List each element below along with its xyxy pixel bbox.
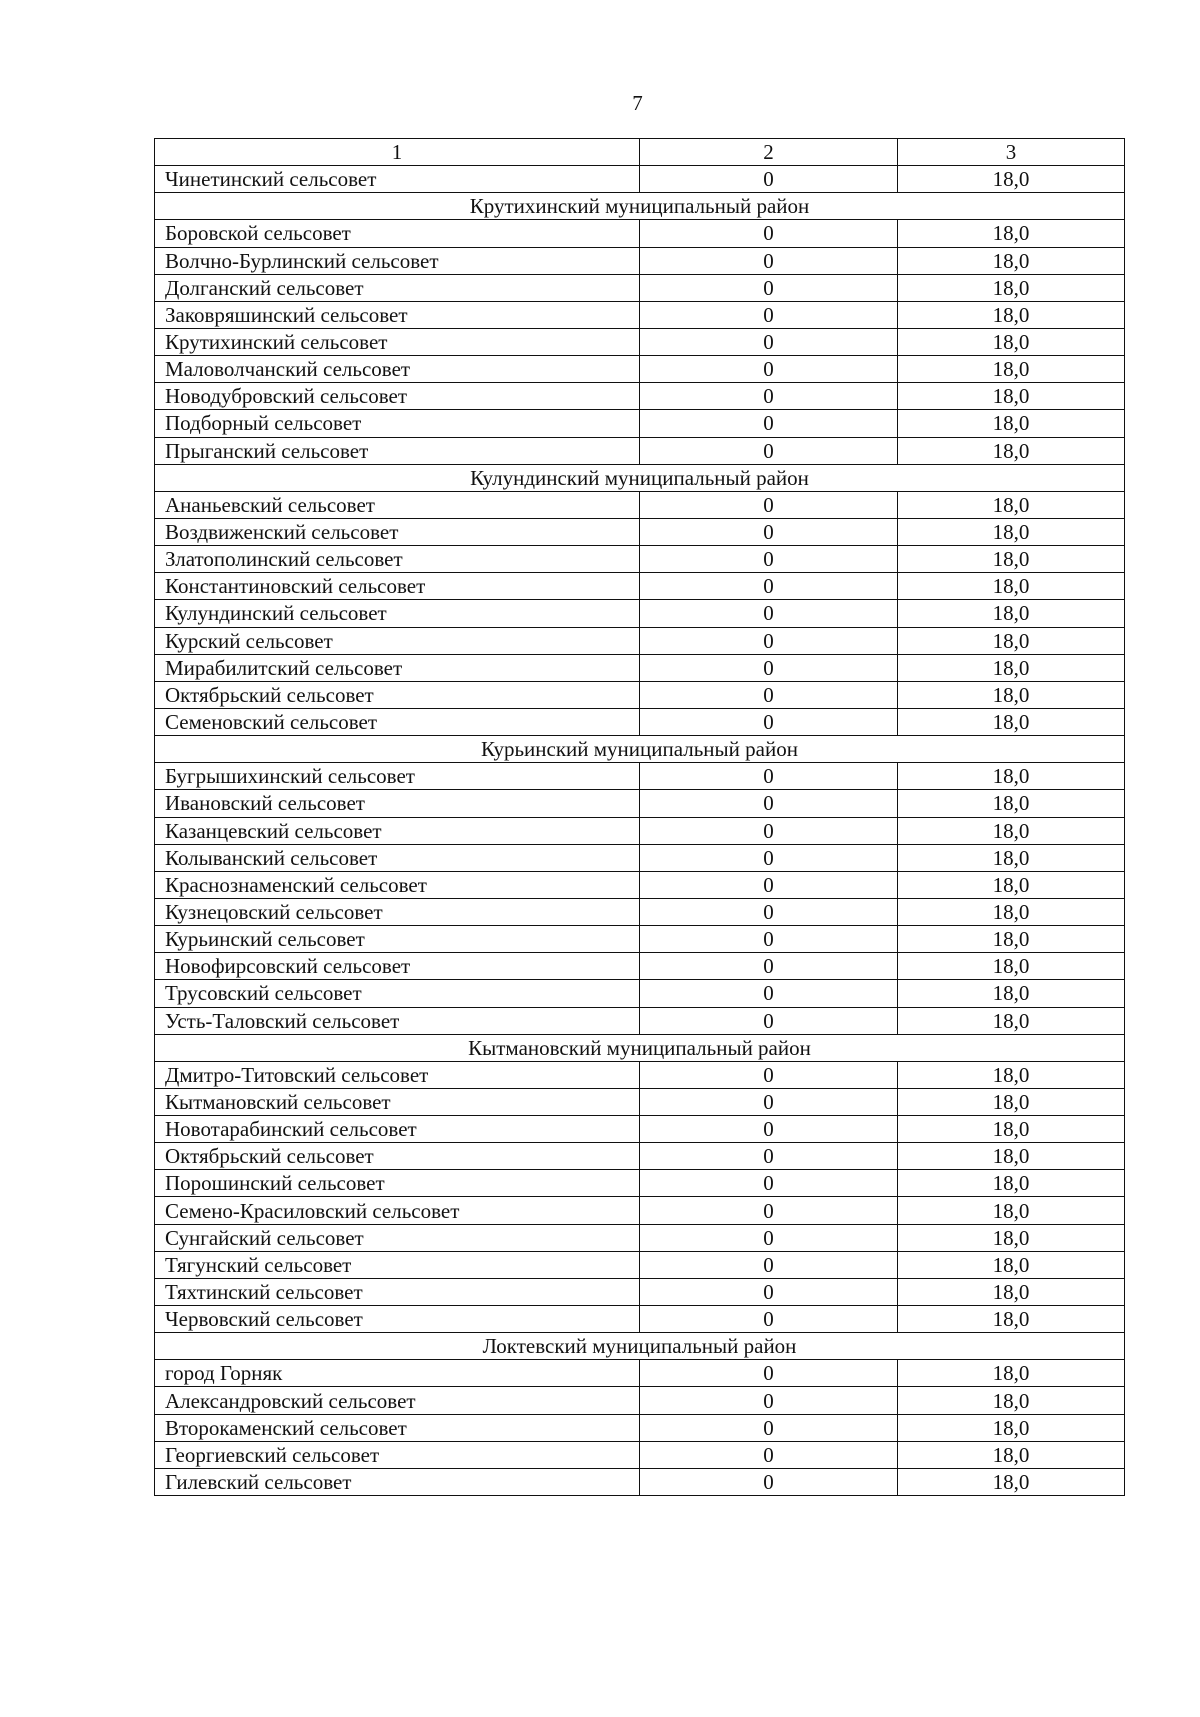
settlement-name: Новотарабинский сельсовет [155,1116,640,1143]
value-col-3: 18,0 [898,491,1125,518]
settlement-name: Чинетинский сельсовет [155,166,640,193]
value-col-2: 0 [640,763,898,790]
settlement-name: Червовский сельсовет [155,1306,640,1333]
settlement-name: Крутихинский сельсовет [155,328,640,355]
district-header-row [155,1034,1125,1061]
table-row [155,654,1125,681]
value-col-2: 0 [640,790,898,817]
settlement-name: Усть-Таловский сельсовет [155,1007,640,1034]
value-col-2: 0 [640,953,898,980]
district-title: Локтевский муниципальный район [155,1333,1125,1360]
settlement-name: Новодубровский сельсовет [155,383,640,410]
table-row [155,1441,1125,1468]
value-col-2: 0 [640,1061,898,1088]
value-col-2: 0 [640,1143,898,1170]
value-col-2: 0 [640,1007,898,1034]
table-row [155,1197,1125,1224]
settlement-name: Подборный сельсовет [155,410,640,437]
table-row [155,328,1125,355]
value-col-2: 0 [640,247,898,274]
settlement-name: Боровской сельсовет [155,220,640,247]
settlement-name: Мирабилитский сельсовет [155,654,640,681]
settlement-name: Георгиевский сельсовет [155,1441,640,1468]
settlement-name: Дмитро-Титовский сельсовет [155,1061,640,1088]
value-col-2: 0 [640,817,898,844]
table-row [155,898,1125,925]
table-row [155,1143,1125,1170]
table-row [155,546,1125,573]
value-col-3: 18,0 [898,1360,1125,1387]
value-col-2: 0 [640,1224,898,1251]
value-col-3: 18,0 [898,1197,1125,1224]
district-title: Курьинский муниципальный район [155,736,1125,763]
value-col-2: 0 [640,1468,898,1495]
value-col-2: 0 [640,708,898,735]
value-col-2: 0 [640,274,898,301]
value-col-2: 0 [640,328,898,355]
settlement-name: Тяхтинский сельсовет [155,1278,640,1305]
settlement-name: Октябрьский сельсовет [155,1143,640,1170]
settlement-name: Ананьевский сельсовет [155,491,640,518]
value-col-3: 18,0 [898,1468,1125,1495]
value-col-2: 0 [640,1088,898,1115]
value-col-3: 18,0 [898,1306,1125,1333]
value-col-2: 0 [640,491,898,518]
district-header-row [155,464,1125,491]
table-row [155,1224,1125,1251]
settlement-name: Семеновский сельсовет [155,708,640,735]
value-col-2: 0 [640,681,898,708]
settlement-name: Кытмановский сельсовет [155,1088,640,1115]
value-col-2: 0 [640,844,898,871]
value-col-3: 18,0 [898,627,1125,654]
settlement-name: Второкаменский сельсовет [155,1414,640,1441]
value-col-3: 18,0 [898,383,1125,410]
value-col-2: 0 [640,600,898,627]
value-col-2: 0 [640,166,898,193]
table-row [155,1306,1125,1333]
settlement-name: Курский сельсовет [155,627,640,654]
table-header-row [155,139,1125,166]
settlement-name: Семено-Красиловский сельсовет [155,1197,640,1224]
settlement-name: Маловолчанский сельсовет [155,356,640,383]
value-col-2: 0 [640,926,898,953]
table-row [155,1007,1125,1034]
table-row [155,953,1125,980]
value-col-3: 18,0 [898,1061,1125,1088]
value-col-2: 0 [640,980,898,1007]
value-col-3: 18,0 [898,1170,1125,1197]
settlement-name: Златополинский сельсовет [155,546,640,573]
value-col-3: 18,0 [898,247,1125,274]
value-col-2: 0 [640,1170,898,1197]
value-col-2: 0 [640,1360,898,1387]
value-col-2: 0 [640,1387,898,1414]
table-row [155,980,1125,1007]
value-col-2: 0 [640,654,898,681]
value-col-3: 18,0 [898,546,1125,573]
value-col-3: 18,0 [898,1278,1125,1305]
settlement-name: Гилевский сельсовет [155,1468,640,1495]
table-row [155,356,1125,383]
table-row [155,1414,1125,1441]
table-row [155,844,1125,871]
header-col-1: 1 [155,139,640,166]
table-row [155,274,1125,301]
value-col-2: 0 [640,573,898,600]
value-col-3: 18,0 [898,166,1125,193]
value-col-3: 18,0 [898,356,1125,383]
settlement-name: Кулундинский сельсовет [155,600,640,627]
table-row [155,1116,1125,1143]
value-col-3: 18,0 [898,763,1125,790]
settlement-name: Волчно-Бурлинский сельсовет [155,247,640,274]
value-col-2: 0 [640,627,898,654]
value-col-2: 0 [640,1197,898,1224]
settlement-name: Воздвиженский сельсовет [155,518,640,545]
table-row [155,708,1125,735]
value-col-3: 18,0 [898,1116,1125,1143]
table-row [155,573,1125,600]
value-col-3: 18,0 [898,1387,1125,1414]
table-row [155,627,1125,654]
value-col-3: 18,0 [898,926,1125,953]
value-col-3: 18,0 [898,1441,1125,1468]
settlement-name: Заковряшинский сельсовет [155,301,640,328]
value-col-3: 18,0 [898,1007,1125,1034]
district-header-row [155,1333,1125,1360]
district-title: Кытмановский муниципальный район [155,1034,1125,1061]
value-col-3: 18,0 [898,871,1125,898]
value-col-3: 18,0 [898,790,1125,817]
table-row [155,1170,1125,1197]
table-row [155,681,1125,708]
table-row [155,491,1125,518]
value-col-2: 0 [640,1441,898,1468]
settlement-name: Курьинский сельсовет [155,926,640,953]
value-col-2: 0 [640,437,898,464]
value-col-3: 18,0 [898,220,1125,247]
table-body [155,139,1125,1496]
settlement-name: Казанцевский сельсовет [155,817,640,844]
table-row [155,301,1125,328]
value-col-2: 0 [640,518,898,545]
table-row [155,871,1125,898]
value-col-3: 18,0 [898,844,1125,871]
settlement-name: Порошинский сельсовет [155,1170,640,1197]
value-col-2: 0 [640,1306,898,1333]
table-row [155,1387,1125,1414]
table-row [155,926,1125,953]
value-col-2: 0 [640,301,898,328]
table-row [155,518,1125,545]
table-row [155,790,1125,817]
settlement-name: Тягунский сельсовет [155,1251,640,1278]
value-col-3: 18,0 [898,437,1125,464]
table-row [155,1360,1125,1387]
district-title: Кулундинский муниципальный район [155,464,1125,491]
settlement-name: Прыганский сельсовет [155,437,640,464]
settlement-name: Константиновский сельсовет [155,573,640,600]
value-col-3: 18,0 [898,1088,1125,1115]
value-col-2: 0 [640,546,898,573]
value-col-2: 0 [640,410,898,437]
value-col-3: 18,0 [898,953,1125,980]
settlement-name: город Горняк [155,1360,640,1387]
value-col-3: 18,0 [898,1251,1125,1278]
value-col-2: 0 [640,220,898,247]
settlement-name: Ивановский сельсовет [155,790,640,817]
value-col-2: 0 [640,1414,898,1441]
settlement-name: Александровский сельсовет [155,1387,640,1414]
table-row [155,600,1125,627]
table-row [155,437,1125,464]
table-row [155,166,1125,193]
table-row [155,383,1125,410]
settlement-name: Сунгайский сельсовет [155,1224,640,1251]
settlement-name: Октябрьский сельсовет [155,681,640,708]
value-col-2: 0 [640,1278,898,1305]
value-col-3: 18,0 [898,274,1125,301]
page-number: 7 [632,91,643,115]
table-row [155,247,1125,274]
value-col-2: 0 [640,898,898,925]
settlement-name: Трусовский сельсовет [155,980,640,1007]
value-col-2: 0 [640,356,898,383]
value-col-3: 18,0 [898,1224,1125,1251]
value-col-3: 18,0 [898,708,1125,735]
header-col-2: 2 [640,139,898,166]
header-col-3: 3 [898,139,1125,166]
value-col-3: 18,0 [898,654,1125,681]
settlement-name: Колыванский сельсовет [155,844,640,871]
value-col-3: 18,0 [898,600,1125,627]
value-col-3: 18,0 [898,1143,1125,1170]
district-header-row [155,736,1125,763]
value-col-3: 18,0 [898,410,1125,437]
settlements-table [154,138,1125,1496]
value-col-3: 18,0 [898,681,1125,708]
table-row [155,1088,1125,1115]
settlement-name: Долганский сельсовет [155,274,640,301]
settlement-name: Новофирсовский сельсовет [155,953,640,980]
settlement-name: Краснознаменский сельсовет [155,871,640,898]
value-col-2: 0 [640,1251,898,1278]
value-col-2: 0 [640,871,898,898]
settlement-name: Бугрышихинский сельсовет [155,763,640,790]
value-col-3: 18,0 [898,898,1125,925]
value-col-3: 18,0 [898,328,1125,355]
value-col-2: 0 [640,1116,898,1143]
settlement-name: Кузнецовский сельсовет [155,898,640,925]
value-col-3: 18,0 [898,301,1125,328]
value-col-3: 18,0 [898,980,1125,1007]
table-row [155,1468,1125,1495]
value-col-3: 18,0 [898,573,1125,600]
table-row [155,763,1125,790]
table-row [155,1061,1125,1088]
value-col-2: 0 [640,383,898,410]
value-col-3: 18,0 [898,518,1125,545]
table-row [155,220,1125,247]
value-col-3: 18,0 [898,817,1125,844]
district-header-row [155,193,1125,220]
table-row [155,1251,1125,1278]
table-row [155,1278,1125,1305]
table-row [155,410,1125,437]
district-title: Крутихинский муниципальный район [155,193,1125,220]
table-row [155,817,1125,844]
value-col-3: 18,0 [898,1414,1125,1441]
